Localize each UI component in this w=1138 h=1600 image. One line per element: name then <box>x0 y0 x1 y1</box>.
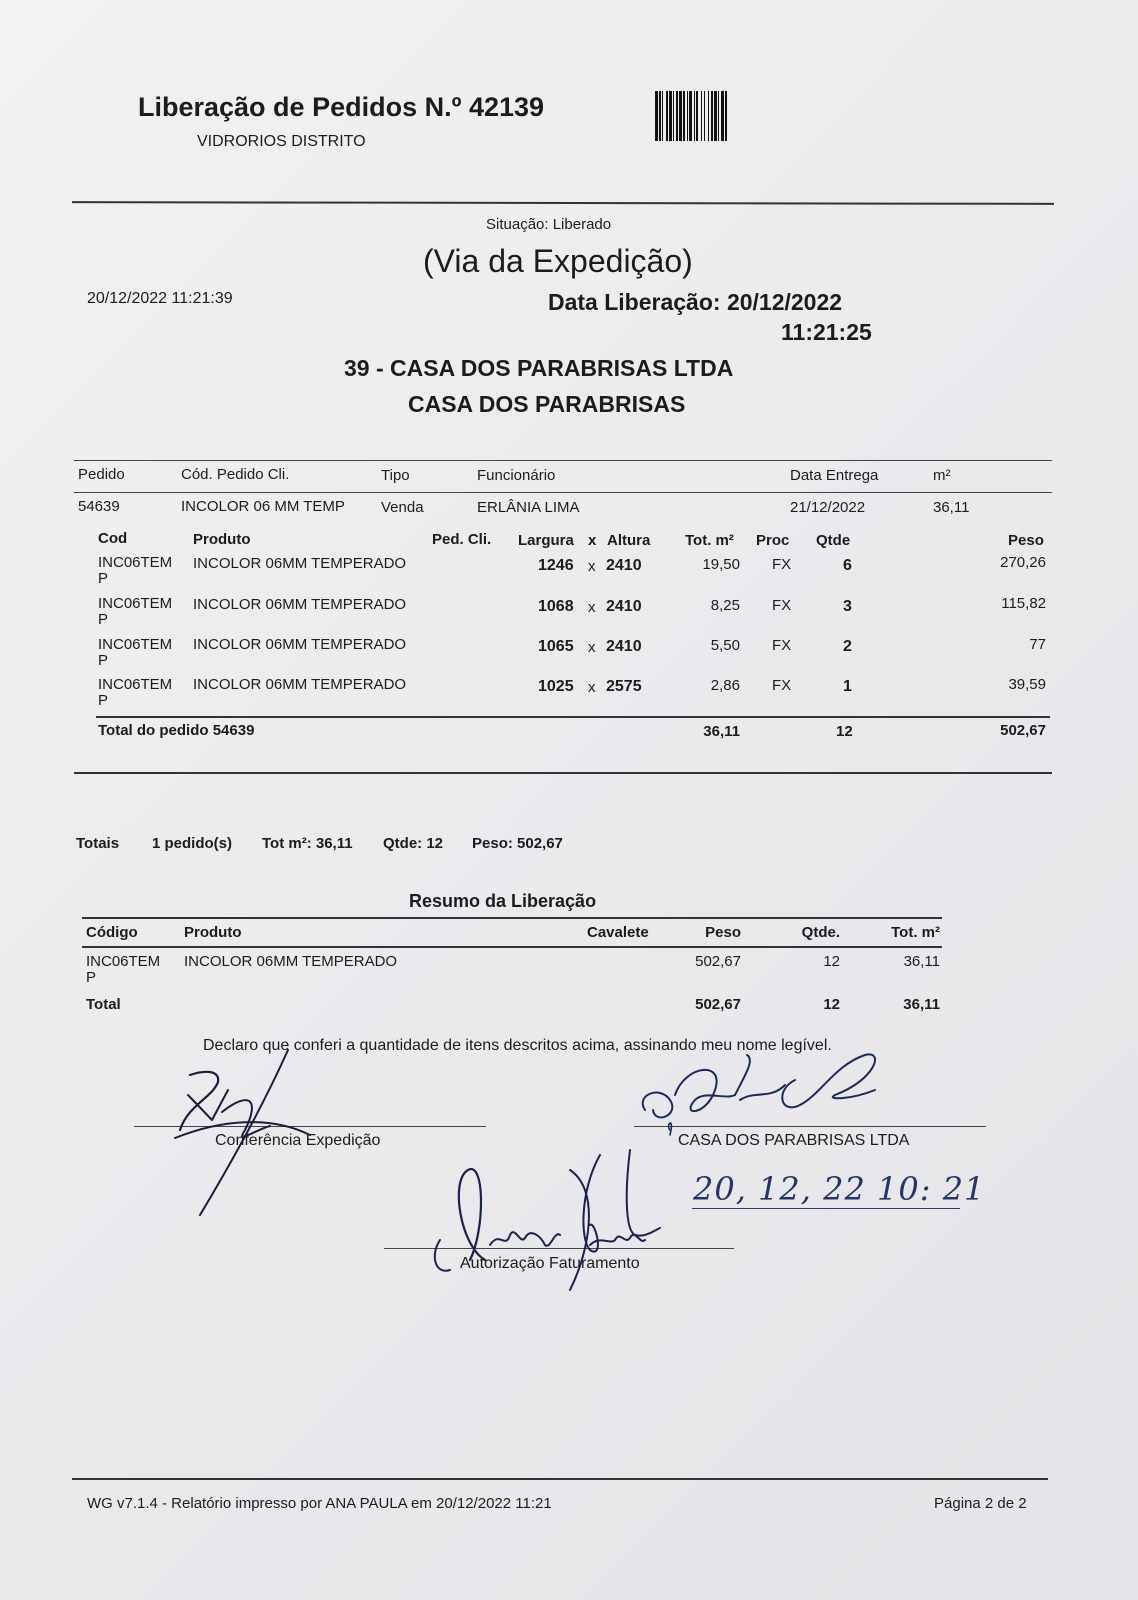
item-cod-wrap: P <box>98 692 109 709</box>
copy-label: (Via da Expedição) <box>423 243 693 279</box>
item-header-altura: Altura <box>607 532 651 549</box>
item-header-qtde: Qtde <box>816 532 851 549</box>
summary-header-cavalete: Cavalete <box>587 924 649 941</box>
order-total-peso: 502,67 <box>1000 722 1046 739</box>
release-date: Data Liberação: 20/12/2022 <box>548 289 843 315</box>
totals-label: Totais <box>76 835 120 852</box>
handwritten-underline <box>692 1208 960 1209</box>
item-x: x <box>588 639 596 656</box>
declaration-text: Declaro que conferi a quantidade de itens descritos acima, assinando meu nome legível. <box>203 1037 832 1054</box>
item-header-proc: Proc <box>756 532 790 549</box>
col-header-m2: m² <box>933 467 951 484</box>
printed-at: 20/12/2022 11:21:39 <box>87 290 233 307</box>
divider <box>82 946 942 948</box>
signature-label-conferencia: Conferência Expedição <box>215 1132 381 1149</box>
item-qtde: 1 <box>843 678 852 695</box>
item-peso: 270,26 <box>1000 554 1046 571</box>
divider <box>72 1478 1048 1480</box>
order-cod-cli: INCOLOR 06 MM TEMP <box>181 498 345 515</box>
summary-total-label: Total <box>86 996 121 1013</box>
item-tot-m2: 19,50 <box>702 556 740 573</box>
totals-pedidos: 1 pedido(s) <box>152 835 233 852</box>
item-altura: 2410 <box>606 638 642 655</box>
summary-qtde: 12 <box>823 953 840 970</box>
summary-total-qtde: 12 <box>823 996 840 1013</box>
summary-title: Resumo da Liberação <box>409 891 597 911</box>
handwritten-signature-conferencia <box>160 1050 330 1230</box>
item-header-largura: Largura <box>518 532 574 549</box>
item-header-x: x <box>588 532 597 549</box>
totals-m2: Tot m²: 36,11 <box>262 835 353 852</box>
divider <box>74 772 1052 774</box>
summary-total-peso: 502,67 <box>695 996 741 1013</box>
item-cod: INC06TEM <box>98 676 173 693</box>
release-time: 11:21:25 <box>781 319 872 345</box>
item-x: x <box>588 558 596 575</box>
item-produto: INCOLOR 06MM TEMPERADO <box>193 676 407 693</box>
footer-page-number: Página 2 de 2 <box>934 1495 1027 1512</box>
col-header-pedido: Pedido <box>78 466 125 483</box>
item-largura: 1065 <box>538 638 574 655</box>
item-qtde: 2 <box>843 638 852 655</box>
signature-label-autorizacao: Autorização Faturamento <box>460 1255 640 1272</box>
item-x: x <box>588 679 596 696</box>
summary-header-produto: Produto <box>184 924 242 941</box>
item-largura: 1025 <box>538 678 574 695</box>
order-pedido: 54639 <box>78 498 120 515</box>
summary-produto: INCOLOR 06MM TEMPERADO <box>184 953 398 970</box>
item-proc: FX <box>772 556 792 573</box>
item-header-cod: Cod <box>98 530 128 547</box>
item-altura: 2410 <box>606 557 642 574</box>
item-proc: FX <box>772 637 792 654</box>
summary-header-tot-m2: Tot. m² <box>891 924 940 941</box>
client-trade-name: CASA DOS PARABRISAS <box>408 391 686 417</box>
item-tot-m2: 8,25 <box>710 597 740 614</box>
item-altura: 2575 <box>606 678 642 695</box>
barcode <box>655 91 827 141</box>
summary-header-qtde: Qtde. <box>801 924 840 941</box>
item-qtde: 3 <box>843 598 852 615</box>
order-tipo: Venda <box>381 499 424 516</box>
item-peso: 77 <box>1029 636 1046 653</box>
item-proc: FX <box>772 677 792 694</box>
company-name: VIDRORIOS DISTRITO <box>197 133 366 150</box>
item-header-peso: Peso <box>1008 532 1044 549</box>
status-text: Situação: Liberado <box>486 216 612 233</box>
divider <box>96 716 1050 718</box>
col-header-data-entrega: Data Entrega <box>790 467 879 484</box>
col-header-funcionario: Funcionário <box>477 467 556 484</box>
handwritten-date: 20, 12, 22 10: 21 <box>693 1170 986 1208</box>
order-total-qtde: 12 <box>836 723 853 740</box>
summary-peso: 502,67 <box>695 953 741 970</box>
item-qtde: 6 <box>843 557 852 574</box>
item-cod: INC06TEM <box>98 636 173 653</box>
item-produto: INCOLOR 06MM TEMPERADO <box>193 555 407 572</box>
order-m2: 36,11 <box>933 499 970 516</box>
col-header-cod-cli: Cód. Pedido Cli. <box>181 466 290 483</box>
divider <box>72 201 1054 205</box>
summary-total-tot-m2: 36,11 <box>903 996 940 1013</box>
handwritten-signature-cliente <box>635 1055 895 1145</box>
item-peso: 115,82 <box>1001 595 1046 612</box>
handwritten-signature-autorizacao <box>430 1150 680 1290</box>
item-altura: 2410 <box>606 598 642 615</box>
item-cod-wrap: P <box>98 570 109 587</box>
item-proc: FX <box>772 597 792 614</box>
item-tot-m2: 5,50 <box>710 637 740 654</box>
summary-header-codigo: Código <box>86 924 138 941</box>
totals-peso: Peso: 502,67 <box>472 835 563 852</box>
item-cod: INC06TEM <box>98 554 173 571</box>
order-total-label: Total do pedido 54639 <box>98 722 255 739</box>
summary-header-peso: Peso <box>705 924 741 941</box>
divider <box>74 492 1052 493</box>
footer-printed-by: WG v7.1.4 - Relatório impresso por ANA PAULA em 20/12/2022 11:21 <box>87 1495 552 1512</box>
item-x: x <box>588 599 596 616</box>
col-header-tipo: Tipo <box>381 467 410 484</box>
item-largura: 1068 <box>538 598 574 615</box>
item-produto: INCOLOR 06MM TEMPERADO <box>193 596 407 613</box>
divider <box>82 917 942 919</box>
summary-codigo: INC06TEM <box>86 953 161 970</box>
divider <box>74 460 1052 461</box>
summary-codigo-wrap: P <box>86 969 97 986</box>
item-header-tot-m2: Tot. m² <box>685 532 734 549</box>
order-data-entrega: 21/12/2022 <box>790 499 866 516</box>
item-cod: INC06TEM <box>98 595 173 612</box>
totals-qtde: Qtde: 12 <box>383 835 444 852</box>
signature-label-cliente: CASA DOS PARABRISAS LTDA <box>678 1132 910 1149</box>
item-cod-wrap: P <box>98 652 109 669</box>
document-title: Liberação de Pedidos N.º 42139 <box>138 92 545 122</box>
order-funcionario: ERLÂNIA LIMA <box>477 499 580 516</box>
item-tot-m2: 2,86 <box>710 677 740 694</box>
order-total-m2: 36,11 <box>703 723 740 740</box>
item-cod-wrap: P <box>98 611 109 628</box>
item-largura: 1246 <box>538 557 574 574</box>
item-header-produto: Produto <box>193 531 251 548</box>
client-name: 39 - CASA DOS PARABRISAS LTDA <box>344 355 734 381</box>
summary-tot-m2: 36,11 <box>903 953 940 970</box>
item-peso: 39,59 <box>1008 676 1046 693</box>
item-header-ped-cli: Ped. Cli. <box>432 531 492 548</box>
item-produto: INCOLOR 06MM TEMPERADO <box>193 636 407 653</box>
